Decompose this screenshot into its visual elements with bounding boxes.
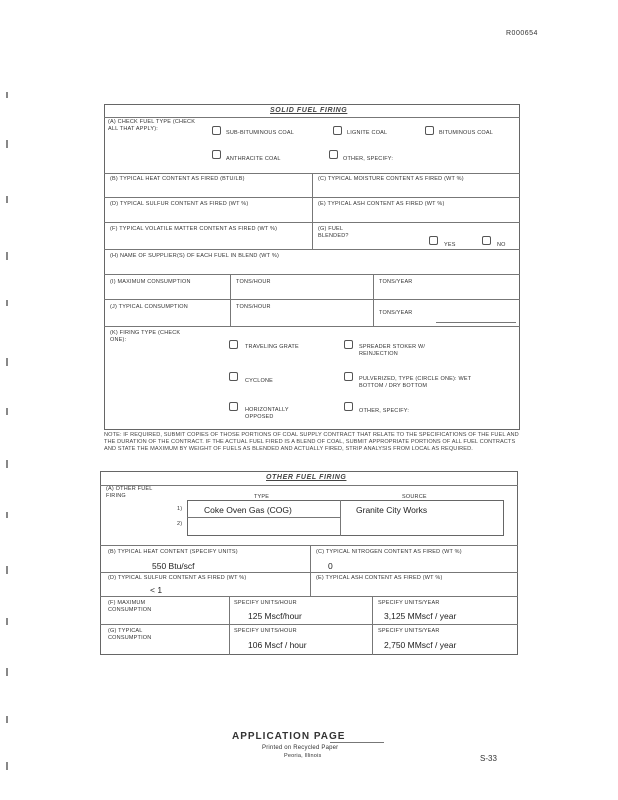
divider: [229, 596, 230, 655]
scan-margin-mark: [6, 92, 8, 98]
other-typical-rate-value: 106 Mscf / hour: [248, 640, 307, 650]
scan-margin-mark: [6, 460, 8, 468]
application-page-title: APPLICATION PAGE: [232, 731, 346, 742]
scan-margin-mark: [6, 252, 8, 260]
other-firing-checkbox[interactable]: [344, 402, 353, 411]
divider: [312, 173, 313, 249]
row-2-label: 2): [177, 521, 183, 527]
typical-consumption-label: (J) TYPICAL CONSUMPTION: [110, 304, 188, 310]
heat-content-label: (B) TYPICAL HEAT CONTENT AS FIRED (BTU/LB): [110, 176, 245, 182]
fuel-type-1-value: Coke Oven Gas (COG): [204, 505, 292, 515]
divider: [187, 517, 340, 518]
traveling-grate-label: TRAVELING GRATE: [245, 344, 299, 350]
spreader-stoker-label: SPREADER STOKER W/ REINJECTION: [359, 344, 426, 357]
scan-margin-mark: [6, 140, 8, 148]
blend-supplier-label: (H) NAME OF SUPPLIER(S) OF EACH FUEL IN BLEND (WT %): [110, 253, 279, 259]
solid-fuel-title: SOLID FUEL FIRING: [270, 107, 348, 114]
other-fuel-type-label: (A) OTHER FUEL FIRING: [106, 486, 153, 499]
other-coal-checkbox[interactable]: [329, 150, 338, 159]
lignite-checkbox[interactable]: [333, 126, 342, 135]
divider: [104, 249, 520, 250]
other-sulfur-content-value: < 1: [150, 585, 163, 595]
scan-margin-mark: [6, 358, 8, 366]
bituminous-label: BITUMINOUS COAL: [439, 130, 494, 136]
printed-location: Peoria, Illinois: [284, 753, 322, 759]
horizontally-opposed-checkbox[interactable]: [229, 402, 238, 411]
ash-content-label: (E) TYPICAL ASH CONTENT AS FIRED (WT %): [318, 201, 445, 207]
fuel-blended-no-label: NO: [497, 242, 506, 248]
bituminous-checkbox[interactable]: [425, 126, 434, 135]
other-typical-year-value: 2,750 MMscf / year: [384, 640, 457, 650]
other-coal-label: OTHER, SPECIFY:: [343, 156, 394, 162]
cyclone-checkbox[interactable]: [229, 372, 238, 381]
scan-margin-mark: [6, 668, 8, 676]
subbituminous-checkbox[interactable]: [212, 126, 221, 135]
fuel-blended-yes-checkbox[interactable]: [429, 236, 438, 245]
divider: [310, 545, 311, 596]
other-ash-content-label: (E) TYPICAL ASH CONTENT AS FIRED (WT %): [316, 575, 443, 581]
divider: [372, 596, 373, 655]
other-nitrogen-content-label: (C) TYPICAL NITROGEN CONTENT AS FIRED (WT %): [316, 549, 462, 555]
type-column-header: TYPE: [254, 494, 270, 500]
fuel-blended-label: (G) FUEL BLENDED?: [318, 226, 349, 239]
fuel-blended-no-checkbox[interactable]: [482, 236, 491, 245]
divider: [104, 299, 520, 300]
other-firing-label: OTHER, SPECIFY:: [359, 408, 410, 414]
scan-margin-mark: [6, 762, 8, 770]
spreader-stoker-checkbox[interactable]: [344, 340, 353, 349]
max-tons-hour-label: TONS/HOUR: [236, 279, 271, 285]
scan-margin-mark: [6, 512, 8, 518]
divider: [100, 572, 518, 573]
moisture-content-label: (C) TYPICAL MOISTURE CONTENT AS FIRED (WT %): [318, 176, 464, 182]
divider: [100, 596, 518, 597]
divider: [104, 326, 520, 327]
sulfur-content-label: (D) TYPICAL SULFUR CONTENT AS FIRED (WT %): [110, 201, 249, 207]
traveling-grate-checkbox[interactable]: [229, 340, 238, 349]
scan-margin-mark: [6, 196, 8, 203]
divider: [100, 624, 518, 625]
divider: [373, 274, 374, 326]
max-tons-year-label: TONS/YEAR: [379, 279, 413, 285]
scan-margin-mark: [6, 618, 8, 625]
divider: [104, 197, 520, 198]
pulverized-label: PULVERIZED, TYPE (CIRCLE ONE): WET BOTTOM / DRY BOTTOM: [359, 376, 472, 389]
source-column-header: SOURCE: [402, 494, 427, 500]
horizontally-opposed-label: HORIZONTALLY OPPOSED: [245, 407, 289, 420]
other-max-consumption-label: (F) MAXIMUM CONSUMPTION: [108, 600, 152, 613]
divider: [436, 322, 516, 323]
anthracite-checkbox[interactable]: [212, 150, 221, 159]
document-id: R000654: [506, 30, 538, 37]
other-typical-consumption-label: (G) TYPICAL CONSUMPTION: [108, 628, 152, 641]
fuel-source-1-value: Granite City Works: [356, 505, 428, 515]
other-nitrogen-content-value: 0: [328, 561, 333, 571]
lignite-label: LIGNITE COAL: [347, 130, 388, 136]
contract-note: NOTE: IF REQUIRED, SUBMIT COPIES OF THOSE PORTIONS OF COAL SUPPLY CONTRACT THAT RELATE TO THE SPECIFICATIONS OF THE FUEL AND THE DURATION OF THE CONTRACT. IF THE ACTUAL FUEL FIRED IS A BLEND OF COAL, SUBMIT APPROPRIATE PORTIONS OF ALL FUEL CONTRACTS AND STATE THE MAXIMUM BY WEIGHT OF FUELS AS BLENDED AND ACTUALLY FIRED, STRIP ANALYSIS FROM LOCAL AS REQUIRED.: [104, 432, 519, 453]
divider: [330, 742, 384, 743]
printed-on-recycled-paper: Printed on Recycled Paper: [262, 745, 339, 751]
page-number: S-33: [480, 754, 497, 763]
cyclone-label: CYCLONE: [245, 378, 273, 384]
other-typical-year-units-label: SPECIFY UNITS/YEAR: [378, 628, 440, 634]
divider: [104, 222, 520, 223]
scan-margin-mark: [6, 566, 8, 574]
anthracite-label: ANTHRACITE COAL: [226, 156, 281, 162]
other-max-rate-value: 125 Mscf/hour: [248, 611, 302, 621]
divider: [230, 274, 231, 326]
scan-margin-mark: [6, 408, 8, 415]
divider: [340, 500, 341, 536]
typical-tons-hour-label: TONS/HOUR: [236, 304, 271, 310]
typical-tons-year-label: TONS/YEAR: [379, 310, 413, 316]
other-max-rate-units-label: SPECIFY UNITS/HOUR: [234, 600, 297, 606]
divider: [104, 117, 520, 118]
divider: [100, 545, 518, 546]
other-fuel-title: OTHER FUEL FIRING: [266, 474, 347, 481]
firing-type-label: (K) FIRING TYPE (CHECK ONE):: [110, 330, 181, 343]
other-heat-content-value: 550 Btu/scf: [152, 561, 195, 571]
volatile-matter-label: (F) TYPICAL VOLATILE MATTER CONTENT AS FIRED (WT %): [110, 226, 278, 232]
other-max-year-units-label: SPECIFY UNITS/YEAR: [378, 600, 440, 606]
pulverized-checkbox[interactable]: [344, 372, 353, 381]
fuel-blended-yes-label: YES: [444, 242, 456, 248]
scan-margin-mark: [6, 300, 8, 306]
fuel-type-label: (A) CHECK FUEL TYPE (CHECK ALL THAT APPLY):: [108, 119, 196, 132]
subbituminous-label: SUB-BITUMINOUS COAL: [226, 130, 294, 136]
other-typical-rate-units-label: SPECIFY UNITS/HOUR: [234, 628, 297, 634]
other-max-year-value: 3,125 MMscf / year: [384, 611, 457, 621]
divider: [104, 274, 520, 275]
scan-margin-mark: [6, 716, 8, 723]
other-heat-content-label: (B) TYPICAL HEAT CONTENT (SPECIFY UNITS): [108, 549, 238, 555]
row-1-label: 1): [177, 506, 183, 512]
max-consumption-label: (I) MAXIMUM CONSUMPTION: [110, 279, 191, 285]
other-sulfur-content-label: (D) TYPICAL SULFUR CONTENT AS FIRED (WT %): [108, 575, 247, 581]
